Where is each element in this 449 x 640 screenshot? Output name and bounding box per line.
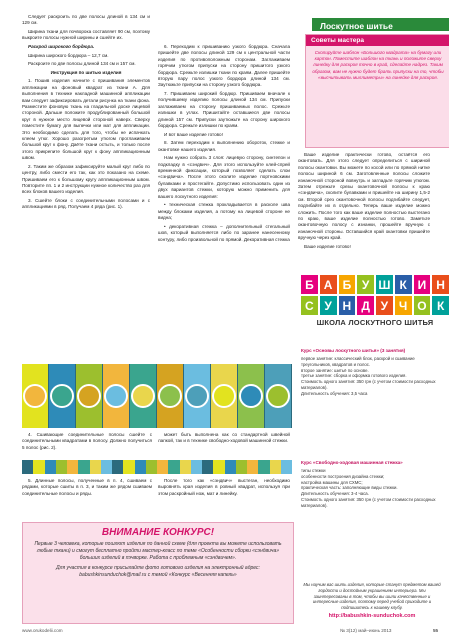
paragraph: 6. Переходим к пришиванию узкого бордюра. Сначала пришейте две полосы длиной 129 см к центральной части изделия по противоположным сторонам. Заглаживаем горячим утюгом припуски на сторону пришитого узкого бордюра. Срежьте излишки ткани по краям. Далее пришейте вторую пару полос узкого бордюра длиной 134 см. Заутюжьте припуски на сторону узкого бордюра. <box>158 44 290 88</box>
paragraph: Нам нужно собрать 3 слоя: лицевую сторону, синтепон и подкладку в «сэндвич». Для этого используйте клей-спрей временной фиксации, который позволяет сделать слои «сэндвича». После этого сколите изделие портновскими булавками и простегайте. Допустимо использовать один из двух вариантов стежки, которую можно применить для вашего лоскутного изделия: <box>158 155 290 199</box>
promo-text: Мы научим вас шить изделия, которые станут предметом вашей гордости и достойным украшением интерьера. Мы заинтересованы в том, чтобы вы шили качественные и интересные изделия, поэтому перед учебой приходите и подпишитесь к нашему клубу. <box>303 582 441 611</box>
strip-segment <box>56 460 67 474</box>
brand-letter-tile: К <box>432 296 449 315</box>
paragraph: может быть выполнена как со стандартной швейной лапкой, так и в технике свободно-ходовой машинной стежки. <box>158 432 290 444</box>
course-1 <box>301 348 443 397</box>
course-detail-line: второе занятие: шитьё по основе. <box>301 367 369 373</box>
school-title: ШКОЛА ЛОСКУТНОГО ШИТЬЯ <box>316 318 434 327</box>
quilt-block <box>49 364 76 428</box>
strip-segment <box>22 460 33 474</box>
paragraph: 1. Пошив изделия начните с пришивания элементов аппликации на фоновый квадрат из ткани А. Для выполнения в технике накладной машинной аппликации вам следует зафиксировать детали рисунка на ткани фона. Разместите фоновую ткань на гладильной доске лицевой стороной. Дальше положите продублированный большой круг в нужное место лицевой стороной наверх. Сверху поместите бумагу для выпечки или мат для аппликации. Это необходимо сделать для того, чтобы не испачкать клеем утюг. Хорошо разогретым утюгом проглаживаем большой круг к фону. Даёте ткани остыть, и только после этого прикрепите большой круг к фону аппликационным швом. <box>22 78 150 161</box>
strip-segment <box>101 460 112 474</box>
brand-letter-tile: Н <box>432 275 449 294</box>
quilt-block <box>103 364 130 428</box>
strip-segment <box>202 460 213 474</box>
brand-row-1 <box>301 275 449 294</box>
figure-1-quilt <box>22 364 292 428</box>
column-2 <box>158 44 290 245</box>
quilt-circle <box>158 384 182 408</box>
footer-page-number: 55 <box>433 628 439 633</box>
quilt-circle <box>212 384 236 408</box>
promo <box>301 582 443 619</box>
strip-segment <box>168 460 179 474</box>
brand-letter-tile: О <box>414 296 431 315</box>
paragraph: Ваше изделие практически готово, остаётся его окантовать. Для этого следует определиться с шириной полосы окантовки. Вы можете по косой или по прямой нитке полосы шириной 6 см. Заготовленные полосы сложите изнаночной стороной вовнутрь и загладьте горячим утюгом. Затем отрежьте срезы окантовочной полосы к краю «сэндвича», сколите булавками и пришейте на ширину 1,5-2 см. Второй срез окантовочной полосы подгибайте следует, подгибайте их в отдельно. Теперь ваше изделие можно сложить. После того как ваше изделие полностью выстегано по краю, ваше изделие полностью готово. Заметьте окантовочную полосу с изнанки, прошейте вручную с изнаночной стороны. Оставшийся край окантовки пришейте вручную через край. <box>298 152 430 241</box>
paragraph: Раскроите по две полосы длиной 134 см и 157 см. <box>28 61 136 67</box>
instructions-heading: Инструкция по шитью изделия <box>50 69 122 75</box>
contest-box <box>22 522 294 624</box>
quilt-circle <box>104 384 128 408</box>
course-detail-line: практическая часть: заполняющие виды стежки. <box>301 485 398 491</box>
paragraph: • декоративная стежка – дополнительный стегальный шов, который выполняется либо по заранее нанесенному контуру, либо произвольной по прямой. Декоративная стежка <box>158 223 290 242</box>
course-1-details <box>301 356 443 397</box>
course-detail-line: первое занятие: классический блок, раскрой и сшивание треугольников, квадратов и полос. <box>301 356 415 367</box>
brand-letter-tile: К <box>395 275 412 294</box>
contest-text-2: Для участия в конкурсе присылайте фото готового изделия на электронный адрес: babushkinsunduchok@mail.ru с темой «Конкурс «Весенняя капель» <box>56 565 260 578</box>
brand-row-2 <box>301 296 449 315</box>
tip-box <box>305 34 449 148</box>
footer-issue: № 3(12) май–июнь 2013 <box>340 628 392 633</box>
strip-segment <box>67 460 78 474</box>
strip-segment <box>191 460 202 474</box>
strip-segments <box>22 460 292 474</box>
figure-2-strip <box>22 460 292 474</box>
strip-segment <box>112 460 123 474</box>
strip-segment <box>180 460 191 474</box>
brand-letter-tile: Н <box>339 296 356 315</box>
strip-segment <box>281 460 292 474</box>
brand-letter-tile: И <box>414 275 431 294</box>
paragraph: 8. Затем переходим к выполнению обороток, стежке и окантовке нашего изделия. <box>158 140 290 152</box>
quilt-circle <box>77 384 101 408</box>
quilt-block <box>265 364 292 428</box>
column-3 <box>298 152 430 252</box>
course-detail-line: третье занятие: сборка и оформка готового изделия. <box>301 373 407 379</box>
paragraph: Ширина ткани для почворока составляет 90 см, поэтому выкроите полосы нужной ширины и сшейте их. <box>22 29 150 41</box>
brand-letter-tile: Б <box>301 275 318 294</box>
brand-letter-tile: А <box>320 275 337 294</box>
column-1-continued <box>22 432 152 453</box>
paragraph: Ваше изделие готово! <box>304 243 351 249</box>
strip-segment <box>247 460 258 474</box>
quilt-circle <box>50 384 74 408</box>
brand-letter-tile: Д <box>357 296 374 315</box>
quilt-circle <box>266 384 290 408</box>
course-detail-line: типы стежки <box>301 468 326 473</box>
course-detail-line: Длительность обучения: 3,5 часа <box>301 390 368 396</box>
column-2-continued <box>158 432 290 447</box>
strip-segment <box>78 460 89 474</box>
column-2-bottom <box>158 478 290 499</box>
quilt-block <box>238 364 265 428</box>
strip-segment <box>236 460 247 474</box>
contest-text-1: Первые 3 человека, которые пошлют изделия по данной схеме (для проекта вы можете использовать любые ткани) и смогут бесплатно пройти мастер-класс по теме «Особенности сборки «сэндвича» больших изделий в пэчворке. Работа с проблемным «сэндвичем». <box>34 541 282 561</box>
strip-segment <box>90 460 101 474</box>
paragraph: 2. Таким же образом зафиксируйте малый круг либо по центру, либо смести его так, как это показано на схеме. Пришиваем его к большому кругу аппликационным швом. Повторите пп. 1 и 2 инструкции нужное количество раз для всех блоков вашего изделия. <box>22 163 150 195</box>
quilt-block <box>184 364 211 428</box>
strip-segment <box>45 460 56 474</box>
course-2-title: Курс «Свободно-ходовая машинная стежка» <box>301 460 403 465</box>
strip-segment <box>135 460 146 474</box>
contest-title: ВНИМАНИЕ КОНКУРС! <box>101 527 215 538</box>
quilt-block <box>157 364 184 428</box>
course-2 <box>301 460 443 509</box>
paragraph: • техническая стежка прокладывается в расколе шва между блоками изделия, а потому на лицевой стороне не видна; <box>158 202 290 221</box>
paragraph: Следует раскроить по две полосы длиной в 134 см и 129 см. <box>22 14 150 26</box>
paragraph: Ширина широкого бордюра – 12,7 см. <box>28 52 109 58</box>
course-detail-line: Стоимость одного занятия: 350 грн (с учетом стоимости расходных материалов). <box>301 379 436 390</box>
quilt-circle <box>23 384 47 408</box>
brand-letter-tile: Ш <box>376 275 393 294</box>
brand-logo <box>301 275 449 327</box>
strip-segment <box>258 460 269 474</box>
paragraph: 7. Пришиваем широкий бордюр. Пришиваем вначале к получившему изделию полосы длиной 134 см. Припуски заглаживаем на сторону пришиваемых полос. Срежьте излишки в углах. Пришитайте оставшиеся две полосы длиной 157 см. Припуски заутюжьте на сторону широкого бордюра. Срежьте излишки по краям. <box>158 91 290 129</box>
quilt-block <box>211 364 238 428</box>
brand-letter-tile: Ч <box>395 296 412 315</box>
course-detail-line: Длительность обучения: 3-4 часа. <box>301 491 369 497</box>
strip-segment <box>123 460 134 474</box>
paragraph: 5. Длинные полосы, полученные в п. 4, сшиваем с рядами, которые сшиты в п. 3, и таким же рядом сшиваем соединительные полосы и ряды. <box>22 478 152 496</box>
strip-segment <box>157 460 168 474</box>
paragraph: 3. Сшейте блоки с соединительными полосами и с аппликациями в ряд. Получаем 4 ряда (рис. 1). <box>22 198 150 210</box>
section-tab: Лоскутное шитье <box>312 18 449 31</box>
quilt-block <box>76 364 103 428</box>
brand-letter-tile: С <box>301 296 318 315</box>
course-1-title: Курс «Основы лоскутного шитья» (3 занятия) <box>301 348 406 353</box>
quilt-circle <box>131 384 155 408</box>
strip-segment <box>225 460 236 474</box>
course-2-details <box>301 468 443 509</box>
brand-letter-tile: У <box>376 296 393 315</box>
brand-letter-tile: Б <box>339 275 356 294</box>
course-detail-line: особенности построения дизайна стежки; <box>301 473 385 479</box>
quilt-blocks <box>22 364 292 428</box>
quilt-block <box>22 364 49 428</box>
paragraph: И вот ваше изделие готово! <box>164 131 223 137</box>
promo-url-link[interactable]: http://babushkin-sunduchok.com <box>328 612 416 619</box>
tip-text: Скопируйте шаблон «Большого квадрата» на бумагу или картон. Поместите шаблон на ткань и положите сверху линейку для раскроя точно в край, сделайте надрез. Таким образом, вам не нужно будет брать припуски на то, чтобы «высчитывать миллиметры» на линейке для раскроя. <box>312 50 444 80</box>
footer-website: www.orukodelii.com <box>22 628 63 633</box>
strip-segment <box>270 460 281 474</box>
subheading: Раскрой широкого бордюра. <box>28 44 95 49</box>
course-detail-line: настройка машины для СХМС; <box>301 479 363 485</box>
quilt-circle <box>239 384 263 408</box>
column-1-bottom <box>22 478 152 499</box>
column-1 <box>22 14 150 213</box>
strip-segment <box>213 460 224 474</box>
strip-segment <box>33 460 44 474</box>
course-detail-line: Стоимость одного занятия: 350 грн (с учетом стоимости расходных материалов). <box>301 496 436 508</box>
quilt-circle <box>185 384 209 408</box>
tip-title: Советы мастера <box>306 35 449 46</box>
paragraph: 4. Сшивающие соединительные полосы сшейте с соединительными квадратами в полосу. Должно получиться 5 полос (рис. 2). <box>22 432 152 450</box>
paragraph: После того как «сэндвич» выстеган, необходимо выровнять края изделия в ровный квадрат, используя при этом раскройный нож, мат и линейку. <box>158 478 290 496</box>
strip-segment <box>146 460 157 474</box>
brand-letter-tile: У <box>320 296 337 315</box>
brand-letter-tile: У <box>357 275 374 294</box>
quilt-block <box>130 364 157 428</box>
